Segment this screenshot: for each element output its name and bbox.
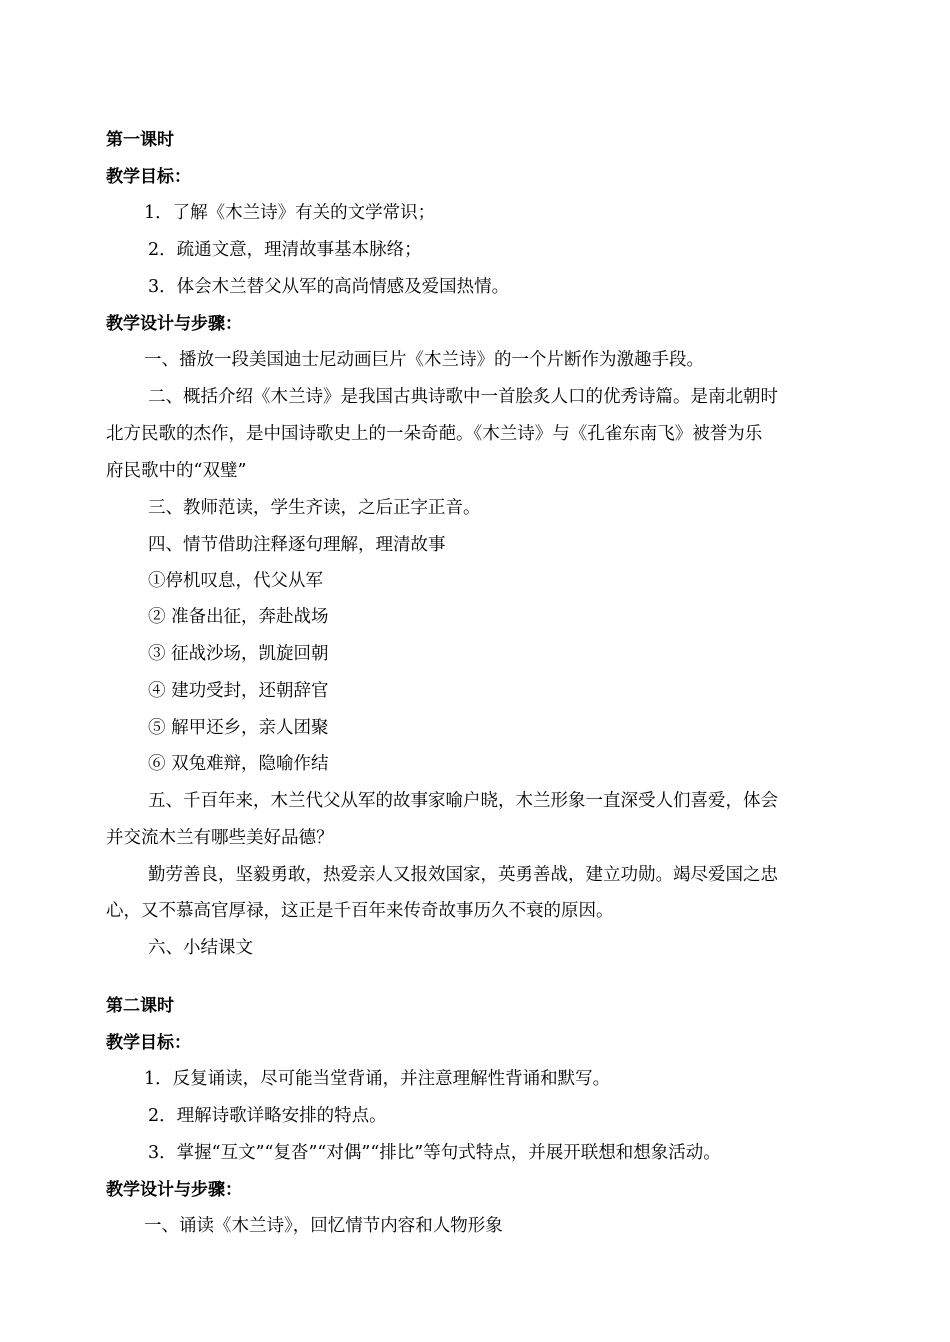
- lesson1-step-2-line-1: 二、概括介绍《木兰诗》是我国古典诗歌中一首脍炙人口的优秀诗篇。是南北朝时: [148, 387, 778, 407]
- plot-item-4: ④ 建功受封，还朝辞官: [148, 681, 329, 701]
- plot-item-3: ③ 征战沙场，凯旋回朝: [148, 644, 329, 664]
- lesson1-step-2-line-3: 府民歌中的“双璧”: [106, 461, 247, 481]
- lesson1-step-5-line-1: 五、千百年来，木兰代父从军的故事家喻户晓，木兰形象一直深受人们喜爱，体会: [148, 791, 778, 811]
- lesson1-objective-1: 1．了解《木兰诗》有关的文学常识；: [144, 203, 436, 223]
- lesson1-step-3: 三、教师范读，学生齐读，之后正字正音。: [148, 498, 481, 518]
- lesson1-step-6: 六、小结课文: [148, 938, 253, 958]
- lesson1-objective-2: 2．疏通文意，理清故事基本脉络；: [148, 240, 422, 260]
- lesson2-objectives-heading: 教学目标：: [106, 1033, 191, 1053]
- lesson2-design-heading: 教学设计与步骤：: [106, 1180, 242, 1200]
- lesson1-step-1: 一、播放一段美国迪士尼动画巨片《木兰诗》的一个片断作为激趣手段。: [144, 350, 704, 370]
- lesson2-title: 第二课时: [106, 996, 174, 1016]
- lesson1-title: 第一课时: [106, 130, 174, 150]
- plot-item-2: ② 准备出征，奔赴战场: [148, 607, 329, 627]
- lesson2-objective-1: 1．反复诵读，尽可能当堂背诵，并注意理解性背诵和默写。: [144, 1069, 611, 1089]
- lesson1-step-4: 四、情节借助注释逐句理解，理清故事: [148, 535, 446, 555]
- lesson1-step-5-line-2: 并交流木兰有哪些美好品德？: [106, 828, 334, 848]
- lesson1-objective-3: 3．体会木兰替父从军的高尚情感及爱国热情。: [148, 277, 510, 297]
- lesson1-answer-line-2: 心，又不慕高官厚禄，这正是千百年来传奇故事历久不衰的原因。: [106, 901, 614, 921]
- plot-item-6: ⑥ 双兔难辩，隐喻作结: [148, 754, 329, 774]
- lesson2-objective-3: 3．掌握“互文”“复沓”“对偶”“排比”等句式特点，并展开联想和想象活动。: [148, 1143, 721, 1163]
- lesson1-answer-line-1: 勤劳善良，坚毅勇敢，热爱亲人又报效国家，英勇善战，建立功勋。竭尽爱国之忠: [148, 865, 778, 885]
- lesson2-objective-2: 2．理解诗歌详略安排的特点。: [148, 1106, 387, 1126]
- lesson1-design-heading: 教学设计与步骤：: [106, 314, 242, 334]
- plot-item-5: ⑤ 解甲还乡，亲人团聚: [148, 718, 329, 738]
- lesson1-objectives-heading: 教学目标：: [106, 167, 191, 187]
- lesson2-step-1: 一、诵读《木兰诗》，回忆情节内容和人物形象: [144, 1216, 503, 1236]
- lesson1-step-2-line-2: 北方民歌的杰作，是中国诗歌史上的一朵奇葩。《木兰诗》与《孔雀东南飞》被誉为乐: [106, 424, 763, 444]
- plot-item-1: ①停机叹息，代父从军: [148, 571, 323, 591]
